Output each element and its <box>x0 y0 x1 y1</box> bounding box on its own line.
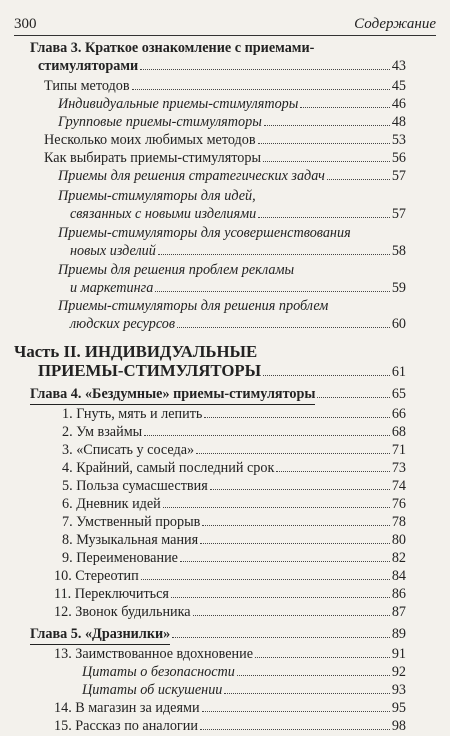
toc-entry[interactable] <box>0 96 406 114</box>
dot-leader <box>300 107 389 108</box>
toc-page-number: 71 <box>391 442 406 458</box>
header-rule <box>14 35 436 36</box>
toc-entry[interactable] <box>0 478 406 496</box>
toc-entry-title: Приемы-стимуляторы для решения проблем <box>58 298 329 314</box>
toc-entry-title: связанных с новыми изделиями <box>70 205 257 222</box>
toc-page-number: 87 <box>391 604 406 620</box>
dot-leader <box>224 693 389 694</box>
dot-leader <box>327 179 390 180</box>
toc-page-number: 78 <box>391 514 406 530</box>
toc-entry-title: 5. Польза сумасшествия <box>62 478 208 494</box>
toc-entry[interactable] <box>0 262 406 297</box>
toc-page-number: 56 <box>391 150 406 166</box>
toc-page-number: 91 <box>391 646 406 662</box>
toc-entry-title: людских ресурсов <box>70 315 176 332</box>
toc-entry[interactable] <box>0 442 406 460</box>
toc-entry[interactable] <box>0 568 406 586</box>
toc-page-number: 74 <box>391 478 406 494</box>
running-header <box>14 16 436 34</box>
dot-leader <box>177 327 390 328</box>
dot-leader <box>158 254 390 255</box>
toc-entry-title: Глава 5. «Дразнилки» <box>30 626 170 645</box>
toc-page-number: 98 <box>391 718 406 734</box>
toc-entry-title: 9. Переименование <box>62 550 178 566</box>
toc-entry[interactable] <box>0 188 406 223</box>
toc-entry[interactable] <box>0 700 406 718</box>
toc-entry[interactable] <box>0 496 406 514</box>
toc-entry-title: ПРИЕМЫ-СТИМУЛЯТОРЫ <box>38 361 262 380</box>
toc-entry-title: Глава 4. «Бездумные» приемы-стимуляторы <box>30 386 315 405</box>
toc-entry[interactable] <box>0 386 406 405</box>
toc-page-number: 53 <box>391 132 406 148</box>
toc-page-number: 80 <box>391 532 406 548</box>
dot-leader <box>163 507 390 508</box>
toc-entry-title: Цитаты об искушении <box>82 682 223 698</box>
toc-entry[interactable] <box>0 532 406 550</box>
dot-leader <box>210 489 390 490</box>
toc-entry[interactable] <box>0 168 406 186</box>
toc-page-number: 68 <box>391 424 406 440</box>
toc-entry-title: 12. Звонок будильника <box>54 604 191 620</box>
toc-entry[interactable] <box>0 132 406 150</box>
dot-leader <box>263 375 390 376</box>
dot-leader <box>264 125 390 126</box>
dot-leader <box>204 417 389 418</box>
toc-entry-title: 14. В магазин за идеями <box>54 700 200 716</box>
toc-page-number: 45 <box>391 78 406 94</box>
dot-leader <box>196 453 390 454</box>
dot-leader <box>255 657 390 658</box>
toc-page-number: 82 <box>391 550 406 566</box>
toc-page-number: 46 <box>391 96 406 112</box>
toc-entry[interactable] <box>0 718 406 736</box>
toc-entry[interactable] <box>0 664 406 682</box>
toc-entry[interactable] <box>0 550 406 568</box>
toc-entry[interactable] <box>0 514 406 532</box>
toc-entry[interactable] <box>0 406 406 424</box>
toc-entry-title: Глава 3. Краткое ознакомление с приемами- <box>30 40 315 56</box>
dot-leader <box>193 615 390 616</box>
toc-page-number: 66 <box>391 406 406 422</box>
toc-page-number: 76 <box>391 496 406 512</box>
dot-leader <box>200 543 390 544</box>
toc-entry-title: Часть II. ИНДИВИДУАЛЬНЫЕ <box>14 342 258 361</box>
dot-leader <box>258 143 390 144</box>
dot-leader <box>200 729 390 730</box>
toc-page-number: 92 <box>391 664 406 680</box>
dot-leader <box>276 471 389 472</box>
toc-entry[interactable] <box>0 626 406 645</box>
dot-leader <box>172 637 390 638</box>
toc-page-number: 59 <box>391 279 406 296</box>
dot-leader <box>317 397 389 398</box>
toc-entry-title: 10. Стереотип <box>54 568 139 584</box>
dot-leader <box>237 675 390 676</box>
dot-leader <box>132 89 390 90</box>
toc-entry[interactable] <box>0 646 406 664</box>
toc-entry-title: 8. Музыкальная мания <box>62 532 199 548</box>
toc-entry[interactable] <box>0 78 406 96</box>
dot-leader <box>258 217 390 218</box>
toc-page-number: 86 <box>391 586 406 602</box>
toc-page-number: 73 <box>391 460 406 476</box>
section-title: Содержание <box>354 16 436 32</box>
toc-entry[interactable] <box>0 682 406 700</box>
toc-entry-title: Как выбирать приемы-стимуляторы <box>44 150 261 166</box>
toc-entry-title: 13. Заимствованное вдохновение <box>54 646 254 662</box>
toc-entry-title: Приемы для решения стратегических задач <box>58 168 325 184</box>
toc-entry[interactable] <box>0 114 406 132</box>
dot-leader <box>180 561 390 562</box>
toc-entry-title: 11. Переключиться <box>54 586 169 602</box>
toc-page-number: 58 <box>391 242 406 259</box>
toc-entry[interactable] <box>0 225 406 260</box>
toc-page-number: 65 <box>391 386 406 402</box>
toc-entry-title: 3. «Списать у соседа» <box>62 442 195 458</box>
toc-page-number: 57 <box>391 168 406 184</box>
toc-entry-title: Приемы-стимуляторы для усовершенствования <box>58 225 351 241</box>
toc-page-number: 84 <box>391 568 406 584</box>
dot-leader <box>263 161 390 162</box>
dot-leader <box>202 711 390 712</box>
toc-entry-title: 6. Дневник идей <box>62 496 161 512</box>
toc-entry-title: Групповые приемы-стимуляторы <box>58 114 262 130</box>
toc-entry-title: стимуляторами <box>38 57 139 74</box>
dot-leader <box>141 579 390 580</box>
toc-page-number: 61 <box>391 364 406 380</box>
toc-page-number: 89 <box>391 626 406 642</box>
dot-leader <box>140 69 390 70</box>
toc-entry-title: Приемы-стимуляторы для идей, <box>58 188 256 204</box>
dot-leader <box>202 525 389 526</box>
toc-entry-title: 7. Умственный прорыв <box>62 514 201 530</box>
toc-page-number: 95 <box>391 700 406 716</box>
toc-entry[interactable] <box>0 40 406 75</box>
toc-entry-title: 15. Рассказ по аналогии <box>54 718 198 734</box>
dot-leader <box>144 435 390 436</box>
toc-page-number: 43 <box>391 57 406 74</box>
toc-entry-title: Цитаты о безопасности <box>82 664 235 680</box>
toc-page-number: 57 <box>391 205 406 222</box>
toc-page-number: 48 <box>391 114 406 130</box>
toc-entry-title: и маркетинга <box>70 279 154 296</box>
toc-entry-title: Индивидуальные приемы-стимуляторы <box>58 96 299 112</box>
toc-entry[interactable] <box>0 460 406 478</box>
toc-entry-title: Приемы для решения проблем рекламы <box>58 262 295 278</box>
toc-entry[interactable] <box>0 424 406 442</box>
toc-entry-title: новых изделий <box>70 242 156 259</box>
toc-entry-title: 4. Крайний, самый последний срок <box>62 460 275 476</box>
dot-leader <box>171 597 390 598</box>
toc-entry-title: Несколько моих любимых методов <box>44 132 256 148</box>
toc-entry[interactable] <box>0 342 406 382</box>
toc-entry[interactable] <box>0 150 406 168</box>
toc-page-number: 60 <box>391 315 406 332</box>
toc-entry-title: 1. Гнуть, мять и лепить <box>62 406 203 422</box>
toc-entry[interactable] <box>0 298 406 333</box>
toc-entry[interactable] <box>0 586 406 604</box>
toc-page-number: 93 <box>391 682 406 698</box>
toc-entry-title: Типы методов <box>44 78 130 94</box>
toc-entry[interactable] <box>0 604 406 622</box>
toc-entry-title: 2. Ум взаймы <box>62 424 143 440</box>
dot-leader <box>155 291 390 292</box>
page-number: 300 <box>14 16 37 32</box>
